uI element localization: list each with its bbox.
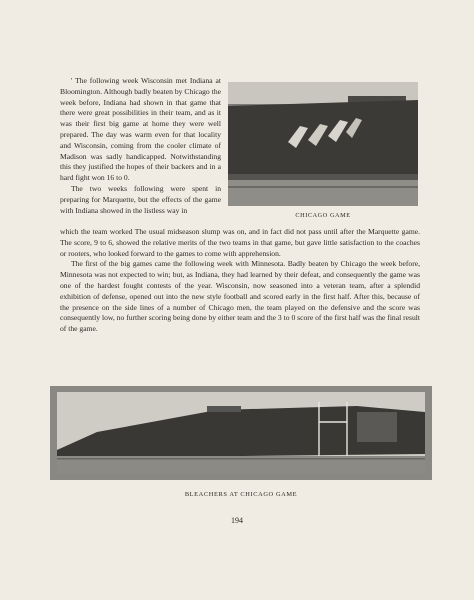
full-width-text [60, 227, 420, 335]
chicago-game-caption: CHICAGO GAME [295, 212, 351, 219]
page-number: 194 [231, 516, 243, 525]
bleachers-caption: BLEACHERS AT CHICAGO GAME [184, 491, 298, 498]
column-text [60, 76, 221, 216]
paragraph-marquette-start: The two weeks following were spent in preparing for Marquette, but the effects of the game with Indiana showed in the listless way in [60, 183, 221, 215]
bleachers-photo [57, 392, 425, 474]
paragraph-wisconsin-indiana [60, 76, 221, 184]
bleachers-crowd-image [57, 392, 425, 474]
bleachers-photo-frame [50, 386, 432, 480]
stadium-crowd-image [228, 82, 418, 206]
paragraph-mark: ' [71, 76, 73, 85]
paragraph-minnesota: The first of the big games came the following week with Minnesota. Badly beaten by Chicago the week before, Minnesota was not expected to win; but, as Indiana, they had learned by their defeat, and consequently the game was one of the hardest fought contests of the year. Wisconsin, now seasoned into a veteran team, after a splendid exhibition of defense, opened out into the new style football and scored early in the first half. After this, because of the presence on the side lines of a number of Chicago men, the team played on the defensive and the score was consequently low, no further scoring being done by either team and the 3 to 0 score of the first half was the final result of the game. [60, 259, 420, 334]
paragraph-marquette-continued: which the team worked The usual midseason slump was on, and in fact did not pass until after the Marquette game. The score, 9 to 6, showed the relative merits of the two teams in that game, but gave little satisfaction to the coaches or rooters, who looked forward to the games to come with apprehension. [60, 227, 420, 258]
chicago-game-photo [228, 82, 418, 206]
paragraph-1-text: The following week Wisconsin met Indiana at Bloomington. Although badly beaten by Chicago the week before, Indiana had shown in that game that there were great possibilities in their team, and as it was their first big game at home they were well prepared. The day was warm even for that locality and Wisconsin, coming from the cooler climate of Madison was sadly handicapped. Notwithstanding this they justified the hopes of their backers and in a hard fight won 16 to 0. [60, 76, 221, 183]
